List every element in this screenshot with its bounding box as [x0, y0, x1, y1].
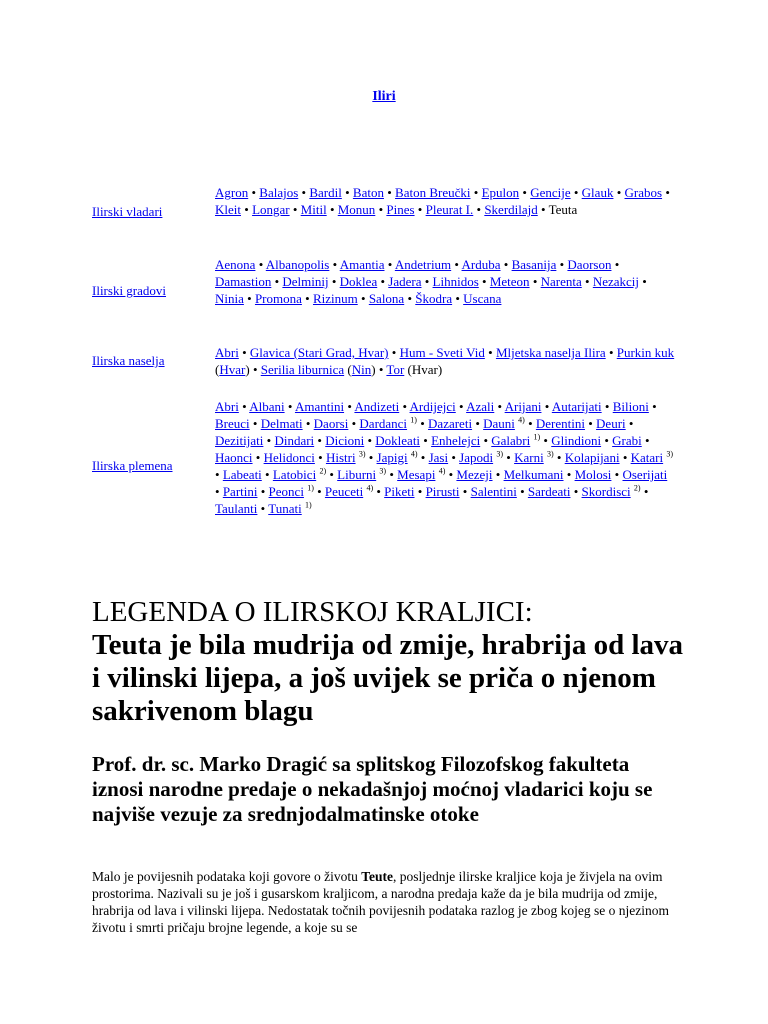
navbox-link[interactable]: Amantia [339, 257, 385, 272]
navbox-link[interactable]: Aenona [215, 257, 256, 272]
bullet-separator: • [652, 399, 657, 414]
navbox-link[interactable]: Purkin kuk [616, 345, 675, 360]
footnote-marker: 1) [533, 432, 541, 442]
navbox-link[interactable]: Albanopolis [265, 257, 330, 272]
body-bold-name: Teute [361, 869, 393, 884]
navbox-link[interactable]: Skordisci [581, 484, 631, 499]
bullet-separator: • [292, 202, 298, 217]
bullet-separator: • [345, 185, 350, 200]
navbox-link[interactable]: Hum - Sveti Vid [399, 345, 485, 360]
bullet-separator: • [317, 484, 322, 499]
bullet-separator: • [305, 416, 311, 431]
navbox-item-text: (Hvar) [404, 362, 443, 377]
navbox-item-text: ) [371, 362, 376, 377]
navbox-link[interactable]: Katari [630, 450, 664, 465]
navbox-link[interactable]: Delminij [282, 274, 329, 289]
navbox-link[interactable]: Dicioni [325, 433, 365, 448]
bullet-separator: • [417, 202, 423, 217]
navbox-link[interactable]: Arduba [461, 257, 501, 272]
bullet-separator: • [476, 202, 482, 217]
bullet-separator: • [573, 484, 579, 499]
bullet-separator: • [252, 362, 258, 377]
navbox-link[interactable]: Melkumani [503, 467, 564, 482]
navbox-link[interactable]: Grabos [624, 185, 663, 200]
bullet-separator: • [332, 257, 338, 272]
navbox-link[interactable]: Labeati [222, 467, 262, 482]
navbox-link[interactable]: Daorsi [313, 416, 349, 431]
bullet-separator: • [628, 416, 634, 431]
bullet-separator: • [573, 185, 579, 200]
bullet-separator: • [566, 467, 572, 482]
bullet-separator: • [556, 450, 562, 465]
navbox-link[interactable]: Dezitijati [215, 433, 264, 448]
navbox-link[interactable]: Albani [249, 399, 285, 414]
navbox-link[interactable]: Mezeji [456, 467, 493, 482]
bullet-separator: • [451, 450, 456, 465]
bullet-separator: • [645, 433, 650, 448]
navbox-link[interactable]: Mitil [300, 202, 327, 217]
navbox-link[interactable]: Sardeati [527, 484, 571, 499]
navbox-link[interactable]: Japigi [376, 450, 408, 465]
navbox-link[interactable]: Taulanti [215, 501, 258, 516]
navbox-group-vladari[interactable]: Ilirski vladari [92, 204, 163, 219]
footnote-marker: 3) [546, 449, 554, 459]
bullet-separator: • [215, 484, 220, 499]
footnote-marker: 3) [379, 466, 387, 476]
navbox-row-gradovi [92, 256, 677, 308]
navbox-link[interactable]: Delmati [260, 416, 303, 431]
navbox-link[interactable]: Longar [252, 202, 290, 217]
bullet-separator: • [347, 399, 352, 414]
bullet-separator: • [544, 399, 550, 414]
navbox-row-plemena [92, 398, 677, 534]
footnote-marker: 3) [358, 449, 366, 459]
footnote-marker: 4) [410, 449, 418, 459]
navbox-link[interactable]: Bardil [309, 185, 342, 200]
bullet-separator: • [305, 291, 310, 306]
bullet-separator: • [459, 399, 464, 414]
bullet-separator: • [255, 450, 261, 465]
navbox-link[interactable]: Glauk [581, 185, 614, 200]
navbox-link[interactable]: Japodi [459, 450, 494, 465]
bullet-separator: • [614, 257, 620, 272]
headline-rest: Teuta je bila mudrija od zmije, hrabrija od lava i vilinski lijepa, a još uvijek se priča o njenom sakrivenom blagu [92, 629, 684, 727]
navbox-link[interactable]: Tunati [268, 501, 302, 516]
navbox-link[interactable]: Latobici [272, 467, 317, 482]
bullet-separator: • [488, 345, 493, 360]
bullet-separator: • [351, 416, 357, 431]
bullet-separator: • [247, 291, 252, 306]
bullet-separator: • [260, 501, 266, 516]
navbox-link[interactable]: Karni [514, 450, 544, 465]
navbox-link[interactable]: Balajos [259, 185, 299, 200]
bullet-separator: • [541, 202, 546, 217]
bullet-separator: • [532, 274, 538, 289]
bullet-separator: • [520, 484, 525, 499]
navbox-link[interactable]: Andizeti [354, 399, 400, 414]
bullet-separator: • [423, 433, 428, 448]
bullet-separator: • [497, 399, 503, 414]
bullet-separator: • [274, 274, 280, 289]
bullet-separator: • [622, 450, 628, 465]
bullet-separator: • [242, 345, 247, 360]
bullet-separator: • [506, 450, 511, 465]
navbox-link[interactable]: Histri [325, 450, 356, 465]
navbox-link[interactable]: Bilioni [612, 399, 649, 414]
headline-line-1: LEGENDA O ILIRSKOJ KRALJICI: [92, 596, 533, 628]
navbox-link[interactable]: Uscana [463, 291, 502, 306]
navbox-link[interactable]: Daorson [567, 257, 612, 272]
navbox-link[interactable]: Salentini [470, 484, 517, 499]
bullet-separator: • [503, 257, 509, 272]
body-intro: Malo je povijesnih podataka koji govore o životu [92, 869, 362, 884]
bullet-separator: • [376, 484, 381, 499]
bullet-separator: • [368, 450, 374, 465]
footnote-marker: 4) [366, 483, 374, 493]
bullet-separator: • [387, 257, 393, 272]
page-title-link[interactable]: Iliri [372, 89, 396, 104]
navbox-link[interactable]: Liburni [337, 467, 377, 482]
navbox-link[interactable]: Breuci [215, 416, 250, 431]
navbox-link[interactable]: Jasi [428, 450, 449, 465]
navbox-link[interactable]: Pines [386, 202, 415, 217]
navbox-link[interactable]: Glindioni [551, 433, 602, 448]
navbox-link[interactable]: Lihnidos [432, 274, 479, 289]
navbox-link[interactable]: Agron [215, 185, 249, 200]
navbox-link[interactable]: Damastion [215, 274, 272, 289]
navbox-link[interactable]: Amantini [294, 399, 345, 414]
navbox-link[interactable]: Tor [386, 362, 405, 377]
bullet-separator: • [528, 416, 533, 431]
navbox-link[interactable]: Narenta [540, 274, 582, 289]
bullet-separator: • [454, 257, 459, 272]
bullet-separator: • [614, 467, 620, 482]
navbox-link[interactable]: Promona [254, 291, 302, 306]
bullet-separator: • [215, 467, 220, 482]
bullet-separator: • [475, 416, 480, 431]
navbox-link[interactable]: Baton Breučki [395, 185, 471, 200]
bullet-separator: • [329, 467, 334, 482]
navbox-link[interactable]: Monun [337, 202, 376, 217]
bullet-separator: • [424, 274, 430, 289]
navbox-list-plemena [215, 398, 675, 517]
navbox-link[interactable]: Peonci [268, 484, 304, 499]
navbox-link[interactable]: Skerdilajd [484, 202, 538, 217]
bullet-separator: • [244, 202, 249, 217]
bullet-separator: • [604, 433, 609, 448]
navbox-link[interactable]: Hvar [219, 362, 246, 377]
bullet-separator: • [318, 450, 323, 465]
bullet-separator: • [260, 484, 266, 499]
bullet-separator: • [258, 257, 264, 272]
navbox-item-text: ) [245, 362, 250, 377]
navbox-link[interactable]: Pleurat I. [425, 202, 474, 217]
navbox-link[interactable]: Dardanci [359, 416, 408, 431]
navbox-link[interactable]: Glavica (Stari Grad, Hvar) [249, 345, 389, 360]
footnote-marker: 2) [319, 466, 327, 476]
navbox-link[interactable]: Dindari [274, 433, 315, 448]
navbox-link[interactable]: Baton [352, 185, 384, 200]
bullet-separator: • [522, 185, 527, 200]
bullet-separator: • [329, 202, 335, 217]
navbox-link[interactable]: Arijani [504, 399, 542, 414]
bullet-separator: • [287, 399, 293, 414]
bullet-separator: • [588, 416, 593, 431]
navbox-link[interactable]: Peuceti [324, 484, 364, 499]
bullet-separator: • [608, 345, 614, 360]
bullet-separator: • [482, 274, 487, 289]
bullet-separator: • [378, 202, 384, 217]
bullet-separator: • [642, 274, 647, 289]
footnote-marker: 4) [518, 415, 525, 425]
article-body [92, 868, 680, 936]
navbox-item-text: ( [215, 362, 220, 377]
navbox-link[interactable]: Grabi [612, 433, 642, 448]
navbox-link[interactable]: Ardijejci [409, 399, 456, 414]
navbox-item-text: ( [344, 362, 352, 377]
navbox-link[interactable]: Abri [215, 345, 239, 360]
navbox-link[interactable]: Ninia [215, 291, 244, 306]
navbox-link[interactable]: Helidonci [263, 450, 315, 465]
navbox-link[interactable]: Nin [351, 362, 372, 377]
navbox-link[interactable]: Dokleati [375, 433, 421, 448]
navbox-group-plemena[interactable]: Ilirska plemena [92, 458, 173, 473]
footnote-marker: 1) [304, 500, 312, 510]
navbox-link[interactable]: Piketi [384, 484, 415, 499]
article-headline [92, 596, 692, 728]
navbox-row-naselja [92, 344, 677, 378]
navbox-list-gradovi [215, 256, 675, 307]
bullet-separator: • [389, 467, 394, 482]
navbox-link[interactable]: Mesapi [397, 467, 436, 482]
bullet-separator: • [559, 257, 565, 272]
navbox-link[interactable]: Deuri [596, 416, 626, 431]
navbox-link[interactable]: Galabri [491, 433, 531, 448]
bullet-separator: • [391, 345, 397, 360]
navbox-link[interactable]: Meteon [489, 274, 530, 289]
navbox-link[interactable]: Kleit [215, 202, 241, 217]
navbox-link[interactable]: Mljetska naselja Ilira [495, 345, 606, 360]
footnote-marker: 3) [666, 449, 674, 459]
bullet-separator: • [543, 433, 548, 448]
navbox-link[interactable]: Molosi [574, 467, 612, 482]
bullet-separator: • [252, 416, 258, 431]
navbox-group-naselja[interactable]: Ilirska naselja [92, 353, 165, 368]
navbox-list-naselja [215, 344, 675, 378]
bullet-separator: • [265, 467, 270, 482]
navbox-link[interactable]: Derentini [535, 416, 585, 431]
navbox-link[interactable]: Haonci [215, 450, 253, 465]
navbox-link[interactable]: Serilia liburnica [260, 362, 345, 377]
bullet-separator: • [585, 274, 590, 289]
bullet-separator: • [301, 185, 307, 200]
navbox-link[interactable]: Kolapijani [564, 450, 620, 465]
bullet-separator: • [242, 399, 247, 414]
navbox-link[interactable]: Gencije [530, 185, 571, 200]
navbox-link[interactable]: Dazareti [428, 416, 473, 431]
bullet-separator: • [380, 274, 386, 289]
navbox-link[interactable]: Oserijati [622, 467, 668, 482]
bullet-separator: • [378, 362, 384, 377]
footnote-marker: 3) [496, 449, 504, 459]
bullet-separator: • [317, 433, 322, 448]
navbox-group-gradovi[interactable]: Ilirski gradovi [92, 283, 167, 298]
bullet-separator: • [402, 399, 407, 414]
footnote-marker: 1) [307, 483, 314, 493]
navbox-link[interactable]: Basanija [511, 257, 557, 272]
bullet-separator: • [455, 291, 460, 306]
article-subtitle: Prof. dr. sc. Marko Dragić sa splitskog Filozofskog fakulteta iznosi narodne predaje o nekadašnjoj moćnoj vladarici koju se najviše vezuje za srednjodalmatinske otoke [92, 752, 653, 826]
bullet-separator: • [407, 291, 413, 306]
navbox-link[interactable]: Andetrium [394, 257, 452, 272]
bullet-separator: • [643, 484, 649, 499]
bullet-separator: • [266, 433, 272, 448]
footnote-marker: 2) [633, 483, 641, 493]
bullet-separator: • [665, 185, 670, 200]
navbox-link[interactable]: Nezakcij [592, 274, 640, 289]
navbox-link[interactable]: Enhelejci [431, 433, 481, 448]
bullet-separator: • [387, 185, 392, 200]
bullet-separator: • [462, 484, 468, 499]
navbox-item-text: Teuta [548, 202, 578, 217]
bullet-separator: • [367, 433, 373, 448]
navbox-link[interactable]: Jadera [388, 274, 422, 289]
bullet-separator: • [473, 185, 479, 200]
bullet-separator: • [331, 274, 337, 289]
navbox-row-vladari [92, 184, 677, 236]
bullet-separator: • [420, 416, 425, 431]
bullet-separator: • [417, 484, 423, 499]
bullet-separator: • [420, 450, 426, 465]
navbox-link[interactable]: Salona [368, 291, 405, 306]
bullet-separator: • [604, 399, 610, 414]
navbox-link[interactable]: Autarijati [551, 399, 602, 414]
navbox-link[interactable]: Dauni [483, 416, 515, 431]
navbox-link[interactable]: Partini [222, 484, 258, 499]
footnote-marker: 1) [410, 415, 417, 425]
navbox-link[interactable]: Škodra [415, 291, 453, 306]
footnote-marker: 4) [438, 466, 446, 476]
navbox-link[interactable]: Rizinum [312, 291, 358, 306]
navbox-link[interactable]: Epulon [481, 185, 520, 200]
bullet-separator: • [251, 185, 257, 200]
bullet-separator: • [448, 467, 454, 482]
bullet-separator: • [616, 185, 622, 200]
navbox-list-vladari [215, 184, 675, 218]
bullet-separator: • [495, 467, 501, 482]
body-rest: , posljednje ilirske kraljice koja je živjela na ovim prostorima. Nazivali su je još i gusarskom kraljicom, a narodna predaja kaže da je bila mudrija od zmije, hrabrija od lava i vilinski lijepa. Nedostatak točnih povijesnih podataka razlog je zbog kojeg se o njezinom životu i smrti pričaju brojne legende, a koje su se [92, 869, 669, 935]
navbox-link[interactable]: Pirusti [425, 484, 460, 499]
bullet-separator: • [361, 291, 366, 306]
navbox-link[interactable]: Azali [466, 399, 495, 414]
navbox-link[interactable]: Doklea [339, 274, 378, 289]
navbox-link[interactable]: Abri [215, 399, 239, 414]
bullet-separator: • [483, 433, 489, 448]
